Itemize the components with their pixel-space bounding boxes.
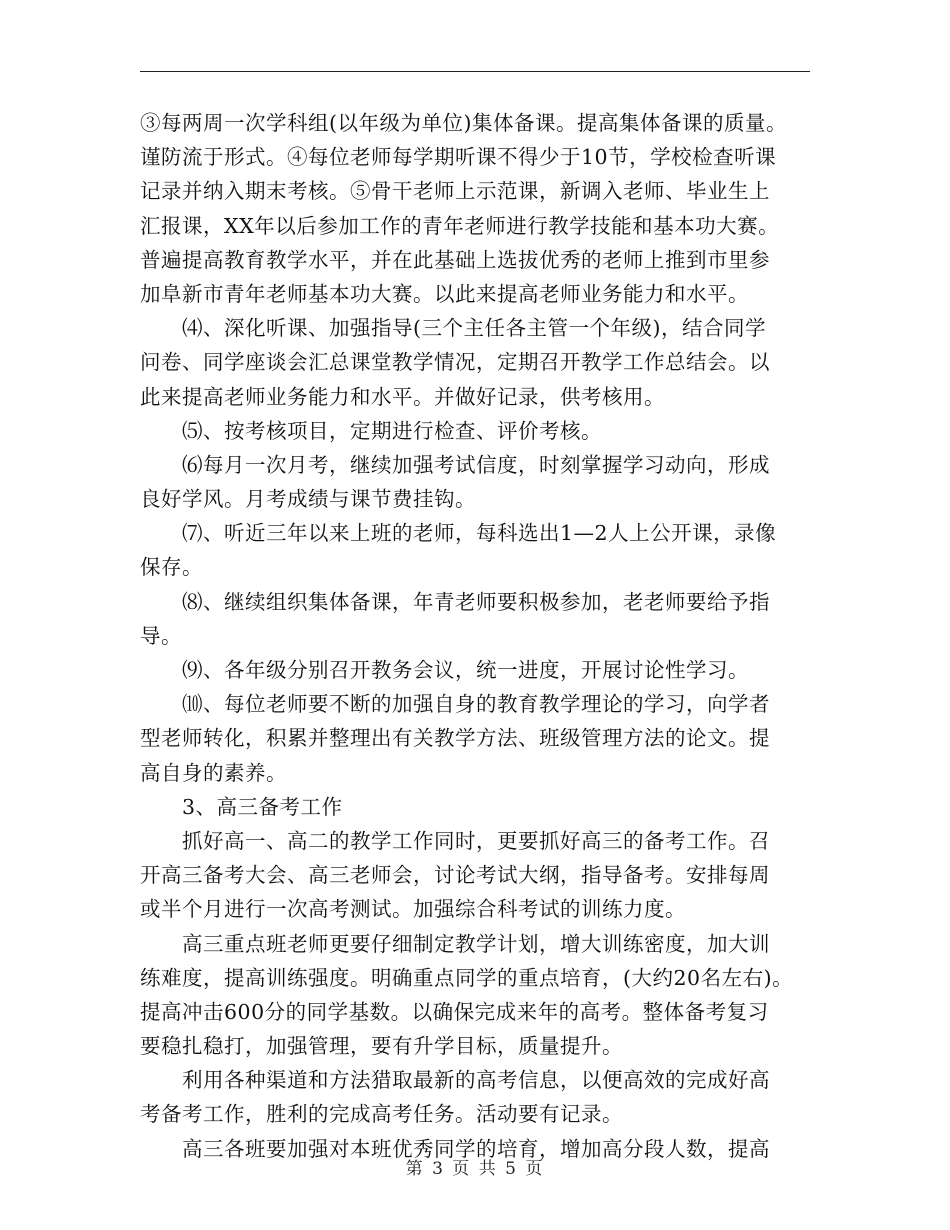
text-line: 高三重点班老师更要仔细制定教学计划，增大训练密度，加大训 — [182, 931, 770, 956]
text-line: 开高三备考大会、高三老师会，讨论考试大纲，指导备考。安排每周 — [140, 863, 770, 888]
text-line: 考备考工作，胜利的完成高考任务。活动要有记录。 — [140, 1102, 623, 1127]
text-line: ⑼、各年级分别召开教务会议，统一进度，开展讨论性学习。 — [182, 658, 749, 682]
text-line: 问卷、同学座谈会汇总课堂教学情况，定期召开教学工作总结会。以 — [140, 350, 770, 375]
text-line: 导。 — [140, 623, 182, 648]
text-line: 高自身的素养。 — [140, 760, 287, 785]
text-line: 高三各班要加强对本班优秀同学的培育，增加高分段人数，提高 — [182, 1136, 770, 1161]
text-line: 型老师转化，积累并整理出有关教学方法、班级管理方法的论文。提 — [140, 726, 770, 751]
text-line: 利用各种渠道和方法猎取最新的高考信息，以便高效的完成好高 — [182, 1068, 770, 1093]
text-line: 要稳扎稳打，加强管理，要有升学目标，质量提升。 — [140, 1034, 623, 1059]
text-line: 此来提高老师业务能力和水平。并做好记录，供考核用。 — [140, 384, 665, 409]
text-line: 记录并纳入期末考核。⑤骨干老师上示范课，新调入老师、毕业生上 — [140, 179, 770, 204]
text-line: 加阜新市青年老师基本功大赛。以此来提高老师业务能力和水平。 — [140, 281, 749, 306]
page-footer: 第 3 页 共 5 页 — [405, 1159, 545, 1179]
text-line: ⑸、按考核项目，定期进行检查、评价考核。 — [182, 418, 602, 443]
text-line: 保存。 — [140, 555, 203, 580]
text-line: 汇报课，XX年以后参加工作的青年老师进行教学技能和基本功大赛。 — [140, 213, 780, 238]
text-line: 普遍提高教育教学水平，并在此基础上选拔优秀的老师上推到市里参 — [140, 247, 770, 272]
text-line: ⑽、每位老师要不断的加强自身的教育教学理论的学习，向学者 — [182, 692, 770, 717]
text-line: 3、高三备考工作 — [182, 794, 343, 819]
text-line: 抓好高一、高二的教学工作同时，更要抓好高三的备考工作。召 — [182, 828, 770, 853]
text-line: 或半个月进行一次高考测试。加强综合科考试的训练力度。 — [140, 897, 686, 922]
text-line: ⑹每月一次月考，继续加强考试信度，时刻掌握学习动向，形成 — [182, 452, 770, 477]
text-line: 提高冲击600分的同学基数。以确保完成来年的高考。整体备考复习 — [140, 999, 769, 1024]
text-line: ⑷、深化听课、加强指导(三个主任各主管一个年级)，结合同学 — [182, 316, 766, 341]
document-body — [140, 106, 820, 1166]
text-line: 谨防流于形式。④每位老师每学期听课不得少于10节，学校检查听课 — [140, 145, 777, 170]
text-line: 良好学风。月考成绩与课节费挂钩。 — [140, 487, 476, 512]
header-rule — [140, 71, 810, 72]
text-line: ⑻、继续组织集体备课，年青老师要积极参加，老老师要给予指 — [182, 589, 770, 614]
text-line: ③每两周一次学科组(以年级为单位)集体备课。提高集体备课的质量。 — [140, 111, 787, 135]
text-line: ⑺、听近三年以来上班的老师，每科选出1—2人上公开课，录像 — [182, 521, 777, 546]
text-line: 练难度，提高训练强度。明确重点同学的重点培育，(大约20名左右)。 — [140, 965, 794, 990]
